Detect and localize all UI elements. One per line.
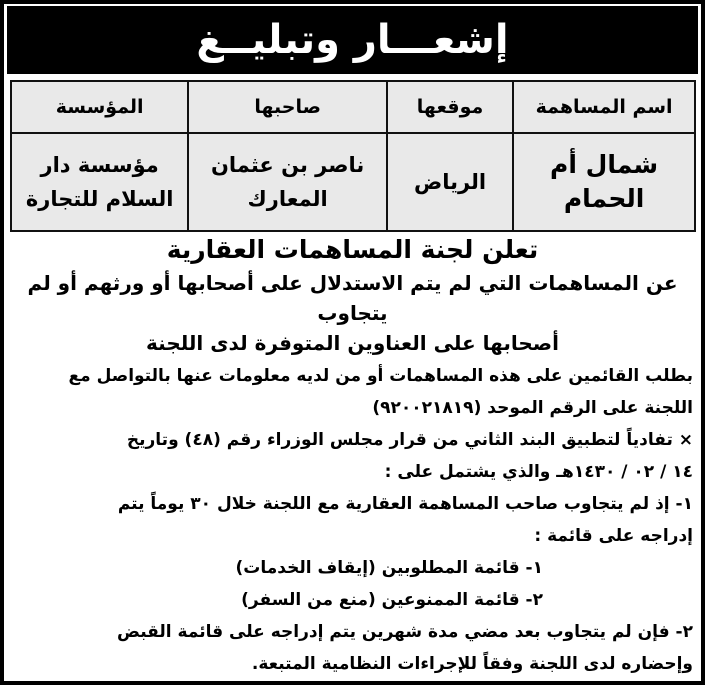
body-title: تعلن لجنة المساهمات العقارية	[166, 235, 539, 264]
column-header-institution: المؤسسة	[11, 81, 188, 133]
cell-institution	[11, 133, 188, 231]
notice-header	[7, 6, 698, 74]
cell-contribution-name: شمال أم الحمام	[513, 133, 695, 231]
table-row	[11, 133, 695, 231]
clause-2-paragraph	[12, 616, 693, 680]
clause-1-line-2: إدراجه على قائمة :	[534, 526, 693, 546]
avoid-line-1: × تفادياً لتطبيق البند الثاني من قرار مجلس الوزراء رقم (٤٨) وتاريخ	[126, 430, 693, 450]
subtitle-line-2: أصحابها على العناوين المتوفرة لدى اللجنة	[146, 331, 559, 355]
notice-title: إشعـــار وتبليــغ	[196, 17, 509, 63]
owner-line-2: المعارك	[247, 187, 328, 211]
avoid-line-2: ١٤ / ٠٢ / ١٤٣٠هـ والذي يشتمل على :	[384, 462, 693, 482]
request-paragraph	[12, 360, 693, 552]
institution-line-1: مؤسسة دار	[40, 153, 159, 177]
cell-owner	[188, 133, 387, 231]
list-item: ١- قائمة المطلوبين (إيقاف الخدمات)	[235, 558, 543, 578]
request-line-1: بطلب القائمين على هذه المساهمات أو من لديه معلومات عنها بالتواصل مع	[68, 366, 693, 386]
column-header-location: موقعها	[387, 81, 513, 133]
body-subtitle	[12, 268, 693, 358]
owner-line-1: ناصر بن عثمان	[210, 153, 365, 177]
cell-location: الرياض	[387, 133, 513, 231]
clause-2-line-1: ٢- فإن لم يتجاوب بعد مضي مدة شهرين يتم إدراجه على قائمة القبض	[117, 622, 693, 642]
request-line-2: اللجنة على الرقم الموحد (٩٢٠٠٢١٨١٩)	[372, 398, 693, 418]
contribution-table	[10, 80, 696, 232]
table-header-row	[11, 81, 695, 133]
notice-body	[12, 232, 693, 680]
institution-line-2: السلام للتجارة	[25, 187, 174, 211]
subtitle-line-1: عن المساهمات التي لم يتم الاستدلال على أصحابها أو ورثهم أو لم يتجاوب	[27, 271, 678, 325]
column-header-contribution-name: اسم المساهمة	[513, 81, 695, 133]
list-item: ٢- قائمة الممنوعين (منع من السفر)	[241, 590, 543, 610]
column-header-owner: صاحبها	[188, 81, 387, 133]
clause-2-line-2: وإحضاره لدى اللجنة وفقاً للإجراءات النظامية المتبعة.	[251, 654, 693, 674]
clause-1-line-1: ١- إذ لم يتجاوب صاحب المساهمة العقارية مع اللجنة خلال ٣٠ يوماً يتم	[117, 494, 693, 514]
lists	[12, 552, 693, 616]
